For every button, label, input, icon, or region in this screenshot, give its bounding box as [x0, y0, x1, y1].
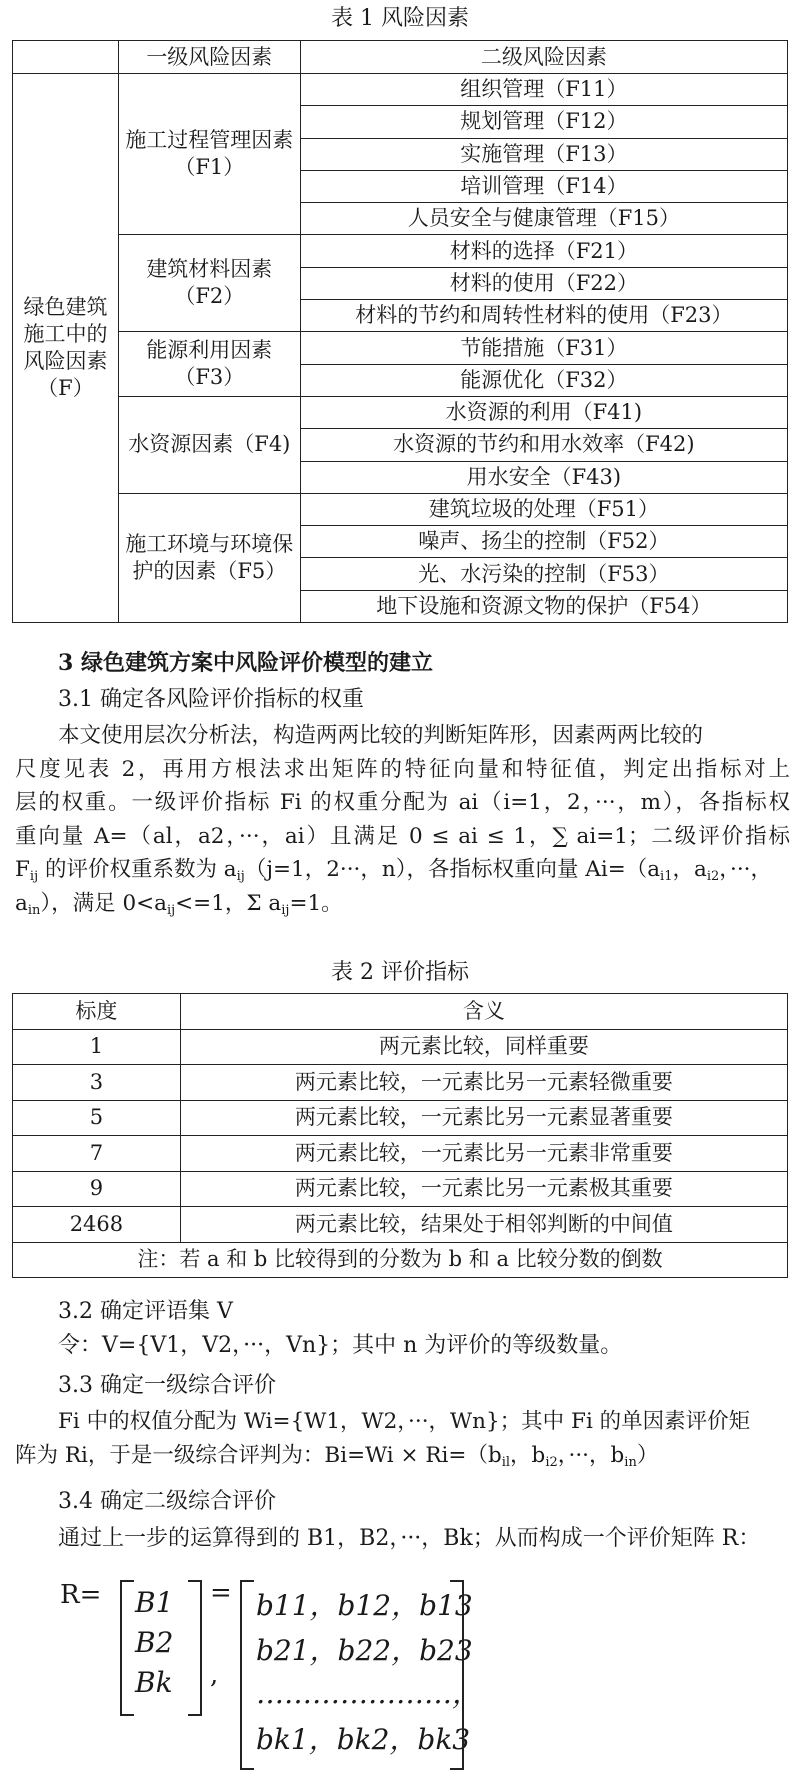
header-cell-secondary: 二级风险因素 [300, 41, 787, 74]
secondary-factor: 实施管理（F13） [300, 138, 787, 170]
table1-caption: 表 1 风险因素 [331, 6, 469, 31]
secondary-factor: 组织管理（F11） [300, 74, 787, 106]
primary-name-line: 水资源因素（F4) [128, 432, 291, 457]
header-cell-scale: 标度 [13, 994, 181, 1030]
secondary-factor: 人员安全与健康管理（F15） [300, 203, 787, 235]
secondary-factor: 规划管理（F12） [300, 106, 787, 138]
meaning-cell: 两元素比较，结果处于相邻判断的中间值 [180, 1207, 787, 1243]
risk-factors-table [12, 40, 788, 623]
secondary-factor: 水资源的节约和用水效率（F42) [300, 429, 787, 461]
secondary-factor: 光、水污染的控制（F53） [300, 558, 787, 590]
meaning-cell: 两元素比较，一元素比另一元素显著重要 [180, 1100, 787, 1136]
primary-name-line: 施工环境与环境保 [125, 531, 294, 556]
section-3-1-body [15, 719, 790, 920]
secondary-factor: 用水安全（F43) [300, 461, 787, 493]
section-3-3-body [15, 1405, 790, 1472]
secondary-factor: 噪声、扬尘的控制（F52） [300, 526, 787, 558]
section-3-3-title: 3.3 确定一级综合评价 [58, 1373, 276, 1398]
primary-factor-f2 [118, 235, 300, 332]
secondary-factor: 节能措施（F31） [300, 332, 787, 364]
scale-cell: 3 [13, 1065, 181, 1101]
primary-factor-f1 [118, 74, 300, 235]
matrix-b-entry: Bk [135, 1666, 173, 1699]
secondary-factor: 能源优化（F32） [300, 364, 787, 396]
scale-cell: 7 [13, 1136, 181, 1172]
left-bracket-close [188, 1580, 202, 1716]
table-note: 注：若 a 和 b 比较得到的分数为 b 和 a 比较分数的倒数 [13, 1242, 788, 1278]
matrix-b-entry: B2 [135, 1626, 174, 1659]
primary-name-line: 能源利用因素 [146, 338, 273, 363]
para-line: $F_{ij}$ 的评价权重系数为 $a_{ij}(j=1$，2···，n），各指标权重向量 $Ai=(a_{i1}$，$a_{i2}$，···， [15, 857, 773, 884]
scale-cell: 2468 [13, 1207, 181, 1243]
table2-caption: 表 2 评价指标 [331, 960, 469, 985]
root-line: 施工中的 [23, 322, 108, 347]
secondary-factor: 材料的使用（F22） [300, 267, 787, 299]
matrix-row: …………………， [256, 1677, 481, 1710]
para-line: 重向量 A=（al，a2，···，ai）且满足 0 ≤ ai ≤ 1，∑ ai=1；二级评价指标 [15, 823, 790, 849]
section-3-4-body: 通过上一步的运算得到的 B1，B2，···，Bk；从而构成一个评价矩阵 R： [58, 1526, 761, 1551]
matrix-row: b21，b22，b23 [256, 1634, 473, 1667]
header-cell-0 [13, 41, 119, 74]
primary-factor-f5 [118, 493, 300, 622]
root-factor-cell [13, 74, 119, 623]
meaning-cell: 两元素比较，一元素比另一元素极其重要 [180, 1171, 787, 1207]
meaning-cell: 两元素比较，同样重要 [180, 1029, 787, 1065]
section-3-2-body: 令：V={V1，V2，···，Vn}；其中 n 为评价的等级数量。 [58, 1333, 623, 1358]
secondary-factor: 培训管理（F14） [300, 170, 787, 202]
right-bracket-open [240, 1580, 254, 1770]
scale-cell: 1 [13, 1029, 181, 1065]
primary-factor-f3 [118, 332, 300, 397]
root-line: 绿色建筑 [23, 295, 108, 320]
secondary-factor: 地下设施和资源文物的保护（F54） [300, 590, 787, 622]
scale-cell: 5 [13, 1100, 181, 1136]
matrix-row: bk1，bk2，bk3 [256, 1723, 471, 1756]
para-line: 本文使用层次分析法，构造两两比较的判断矩阵形，因素两两比较的 [58, 723, 704, 748]
primary-name-line: 护的因素（F5） [132, 558, 287, 583]
right-bracket-close [450, 1580, 464, 1770]
meaning-cell: 两元素比较，一元素比另一元素轻微重要 [180, 1065, 787, 1101]
para-line: 阵为 Ri，于是一级综合评判为：$Bi=Wi \times Ri=(b_{il}$，$b_{i2}$，···，$b_{in}$） [15, 1442, 659, 1470]
left-bracket-open [120, 1580, 134, 1716]
primary-name-line: （F3） [174, 365, 245, 390]
section-3-title: 3 绿色建筑方案中风险评价模型的建立 [58, 650, 433, 676]
evaluation-matrix [60, 1570, 500, 1770]
matrix-label: R= [60, 1580, 102, 1610]
primary-name-line: 施工过程管理因素 [125, 128, 294, 153]
para-line: 层的权重。一级评价指标 Fi 的权重分配为 ai（i=1，2，···，m），各指标权 [15, 790, 790, 815]
section-3-1-title: 3.1 确定各风险评价指标的权重 [58, 687, 364, 712]
meaning-cell: 两元素比较，一元素比另一元素非常重要 [180, 1136, 787, 1172]
section-3-4-title: 3.4 确定二级综合评价 [58, 1489, 276, 1514]
matrix-comma: , [210, 1660, 219, 1690]
scale-cell: 9 [13, 1171, 181, 1207]
secondary-factor: 材料的节约和周转性材料的使用（F23） [300, 300, 787, 332]
header-cell-primary: 一级风险因素 [118, 41, 300, 74]
para-line: $a_{in}$），满足 $0<a_{ij}<=1$，Σ $a_{ij}=1$。 [15, 890, 343, 918]
header-cell-meaning: 含义 [180, 994, 787, 1030]
matrix-row: b11，b12，b13 [256, 1589, 473, 1622]
primary-factor-f4 [118, 396, 300, 493]
primary-name-line: 建筑材料因素 [146, 257, 273, 282]
matrix-b-entry: B1 [135, 1586, 174, 1619]
matrix-equals: = [210, 1578, 232, 1608]
root-line: 风险因素 [23, 349, 108, 374]
root-line: （F） [37, 376, 94, 401]
primary-name-line: （F2） [174, 284, 245, 309]
secondary-factor: 材料的选择（F21） [300, 235, 787, 267]
secondary-factor: 建筑垃圾的处理（F51） [300, 493, 787, 525]
para-line: 尺度见表 2，再用方根法求出矩阵的特征向量和特征值，判定出指标对上 [15, 756, 790, 782]
primary-name-line: （F1） [174, 155, 245, 180]
secondary-factor: 水资源的利用（F41) [300, 396, 787, 428]
section-3-2-title: 3.2 确定评语集 V [58, 1299, 233, 1324]
para-line: Fi 中的权值分配为 Wi={W1，W2，···，Wn}；其中 Fi 的单因素评价矩 [58, 1409, 751, 1434]
evaluation-index-table [12, 993, 788, 1278]
